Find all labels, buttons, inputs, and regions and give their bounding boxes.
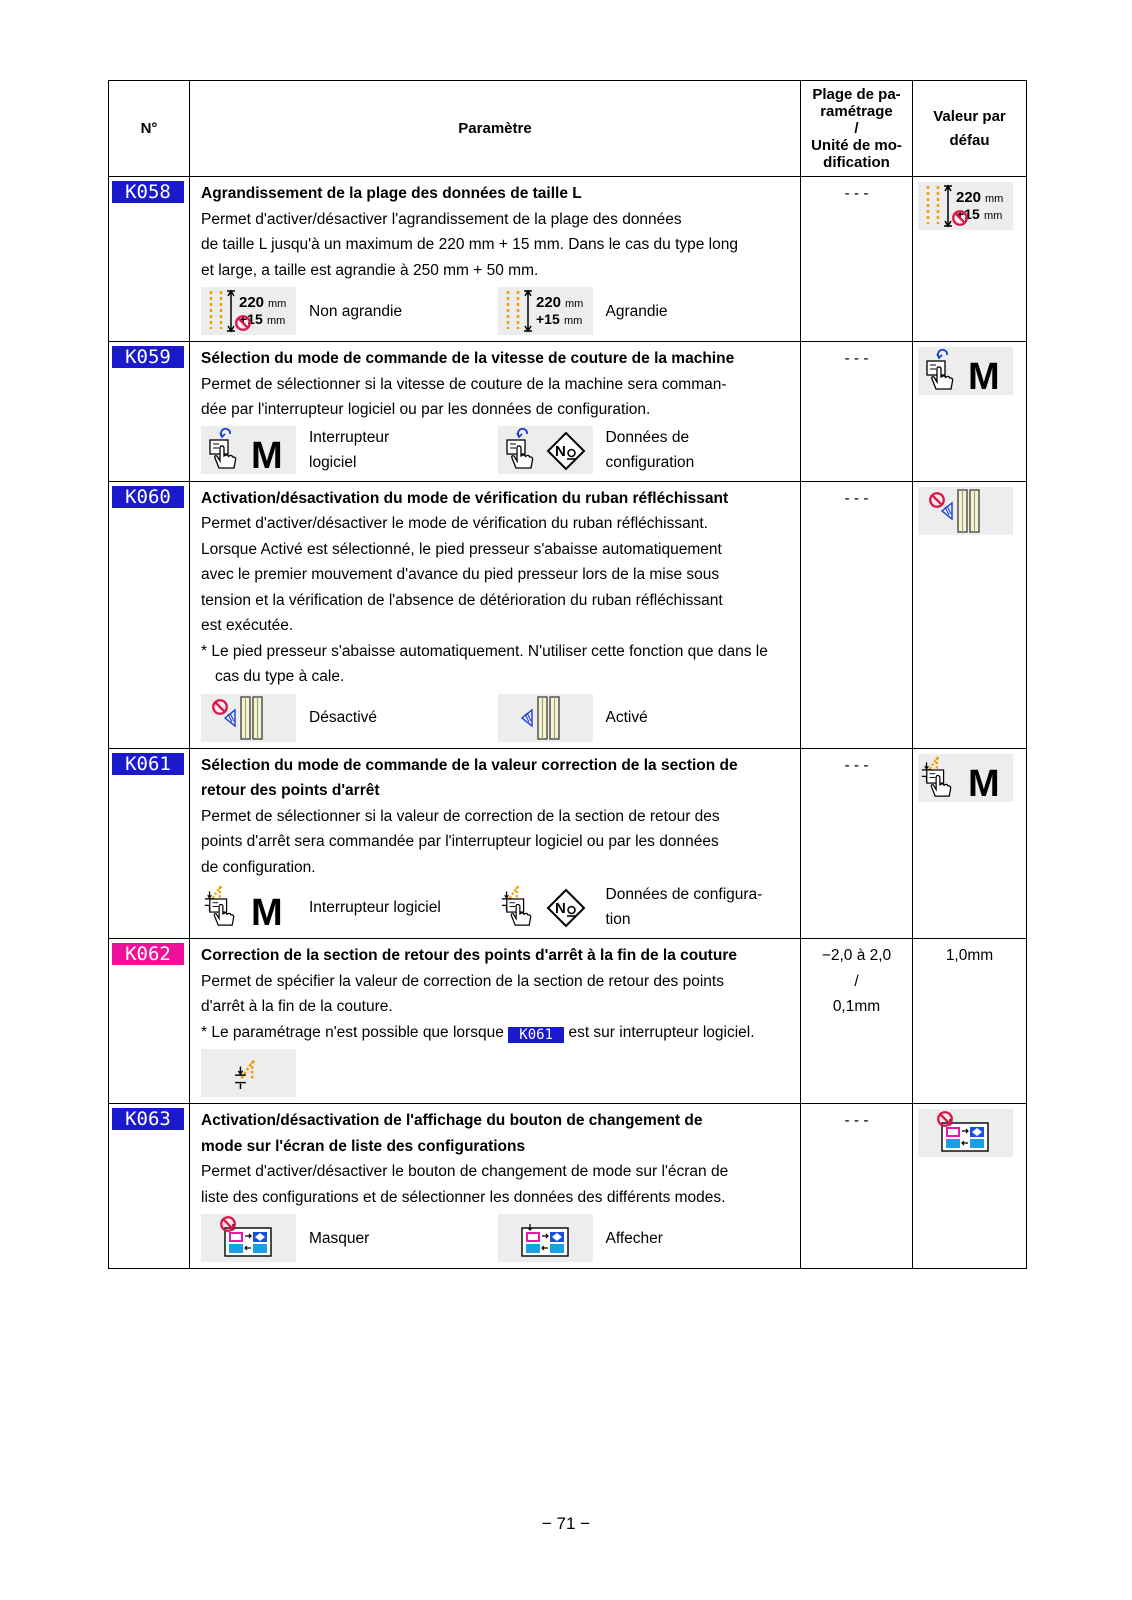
table-row-k060 [109, 481, 1027, 748]
param-code-badge: K060 [112, 486, 184, 508]
param-code-badge: K059 [112, 346, 184, 368]
svg-text:M: M [968, 356, 1000, 395]
header-default [913, 81, 1027, 177]
header-range-line: Unité de mo- [811, 137, 902, 154]
size-220-enlarged-icon [498, 287, 593, 335]
param-desc-line: points d'arrêt sera commandée par l'interrupteur logiciel ou par les données [201, 833, 719, 850]
table-row-k061 [109, 748, 1027, 939]
param-title: Activation/désactivation du mode de vérification du ruban réfléchissant [201, 489, 729, 507]
option-label: Masquer [309, 1229, 370, 1247]
option-software-switch[interactable] [201, 425, 498, 475]
param-range-line: / [854, 972, 859, 990]
option-label: logiciel [309, 453, 357, 471]
param-default-value: 1,0mm [913, 939, 1027, 1104]
param-desc-line: et large, a taille est agrandie à 250 mm + 50 mm. [201, 261, 539, 279]
header-default-line: Valeur par [933, 107, 1006, 125]
option-label: Activé [605, 709, 648, 726]
option-label: Désactivé [309, 709, 378, 726]
mode-switch-shown-icon [498, 1214, 593, 1262]
header-range [801, 81, 913, 177]
backtack-manual-icon [201, 883, 296, 931]
param-range-line: −2,0 à 2,0 [821, 947, 892, 964]
param-desc-line: liste des configurations et de sélectionner les données des différents modes. [201, 1188, 726, 1206]
tape-check-on-icon [498, 694, 593, 742]
option-hide[interactable] [201, 1214, 498, 1262]
mode-switch-hidden-icon [918, 1109, 1013, 1157]
option-label: tion [605, 911, 631, 928]
option-label: Données de [605, 428, 690, 446]
header-param: Paramètre [190, 81, 801, 177]
param-desc-line: de taille L jusqu'à un maximum de 220 mm + 15 mm. Dans le cas du type long [201, 236, 738, 253]
param-range-line: 0,1mm [832, 998, 881, 1015]
param-note-text: * Le paramétrage n'est possible que lorsque [201, 1023, 504, 1041]
speed-data-icon [498, 426, 593, 474]
param-desc-line: est exécutée. [201, 617, 294, 634]
param-desc-line: Permet de sélectionner si la vitesse de couture de la machine sera comman- [201, 375, 727, 393]
size-220-prohibited-icon [918, 182, 1013, 230]
table-header-row [109, 81, 1027, 177]
param-title: Correction de la section de retour des points d'arrêt à la fin de la couture [201, 947, 737, 964]
param-note-text: est sur interrupteur logiciel. [568, 1023, 755, 1041]
param-code-badge: K058 [112, 181, 184, 203]
option-label: Interrupteur logiciel [309, 898, 441, 916]
option-label: Non agrandie [309, 302, 403, 320]
param-desc-line: Permet d'activer/désactiver le bouton de changement de mode sur l'écran de [201, 1163, 729, 1180]
header-range-line: / [854, 120, 859, 137]
option-label: configuration [605, 453, 695, 471]
table-row-k062 [109, 939, 1027, 1104]
svg-text:M: M [251, 892, 283, 931]
param-range: - - - [801, 481, 913, 748]
param-code-badge: K063 [112, 1108, 184, 1130]
header-default-line: défau [949, 131, 990, 149]
param-note: * Le pied presseur s'abaisse automatiquement. N'utiliser cette fonction que dans le cas du type à cale. [201, 642, 768, 685]
option-label: Interrupteur [309, 428, 390, 446]
option-show[interactable] [498, 1214, 795, 1262]
page-number: − 71 − [541, 1514, 591, 1533]
param-desc-line: Permet d'activer/désactiver le mode de vérification du ruban réfléchissant. [201, 515, 708, 532]
param-title: Sélection du mode de commande de la valeur correction de la section de retour des points d'arrêt [201, 756, 738, 799]
param-desc-line: de configuration. [201, 858, 316, 876]
table-row-k058 [109, 177, 1027, 342]
table-row-k059 [109, 342, 1027, 482]
option-config-data[interactable] [498, 425, 795, 475]
param-range: - - - [801, 342, 913, 482]
param-note [201, 1020, 794, 1046]
param-title: Sélection du mode de commande de la vitesse de couture de la machine [201, 350, 735, 367]
param-code-badge: K061 [112, 753, 184, 775]
header-range-line: ramétrage [820, 103, 893, 120]
param-desc-line: Permet de sélectionner si la valeur de correction de la section de retour des [201, 807, 720, 825]
speed-manual-icon [918, 347, 1013, 395]
param-range: - - - [801, 1104, 913, 1269]
option-software-switch[interactable] [201, 883, 498, 931]
param-desc-line: dée par l'interrupteur logiciel ou par les données de configuration. [201, 401, 651, 418]
param-desc-line: d'arrêt à la fin de la couture. [201, 998, 393, 1015]
param-title: Agrandissement de la plage des données de taille L [201, 185, 582, 202]
svg-text:M: M [968, 762, 1000, 802]
option-correction-value[interactable] [201, 1049, 502, 1097]
param-range: - - - [801, 748, 913, 939]
param-desc-line: avec le premier mouvement d'avance du pied presseur lors de la mise sous [201, 566, 720, 583]
header-range-line: dification [823, 154, 890, 171]
param-desc-line: Permet de spécifier la valeur de correction de la section de retour des points [201, 972, 724, 990]
param-code-ref-badge: K061 [508, 1027, 564, 1043]
speed-manual-icon [201, 426, 296, 474]
backtack-correction-icon [201, 1049, 296, 1097]
option-not-enlarged[interactable] [201, 287, 498, 335]
size-220-prohibited-icon [201, 287, 296, 335]
tape-check-off-icon [918, 487, 1013, 535]
option-config-data[interactable] [498, 882, 795, 932]
header-range-line: Plage de pa- [812, 86, 901, 103]
param-range: - - - [801, 177, 913, 342]
backtack-data-icon [498, 883, 593, 931]
option-disabled[interactable] [201, 694, 498, 742]
param-desc-line: Permet d'activer/désactiver l'agrandissement de la plage des données [201, 210, 682, 228]
header-no: N° [109, 81, 190, 177]
option-enlarged[interactable] [498, 287, 795, 335]
param-code-badge: K062 [112, 943, 184, 965]
param-desc-line: tension et la vérification de l'absence de détérioration du ruban réfléchissant [201, 591, 723, 609]
option-enabled[interactable] [498, 694, 795, 742]
svg-text:M: M [251, 434, 283, 474]
backtack-manual-icon [918, 754, 1013, 802]
param-desc-line: Lorsque Activé est sélectionné, le pied presseur s'abaisse automatiquement [201, 540, 722, 558]
tape-check-off-icon [201, 694, 296, 742]
parameter-table [108, 80, 1027, 1269]
param-title: Activation/désactivation de l'affichage du bouton de changement de mode sur l'écran de liste des configurations [201, 1112, 703, 1155]
option-label: Données de configura- [605, 886, 763, 903]
option-label: Affecher [605, 1229, 663, 1247]
table-row-k063 [109, 1104, 1027, 1269]
mode-switch-hidden-icon [201, 1214, 296, 1262]
option-label: Agrandie [605, 302, 668, 320]
